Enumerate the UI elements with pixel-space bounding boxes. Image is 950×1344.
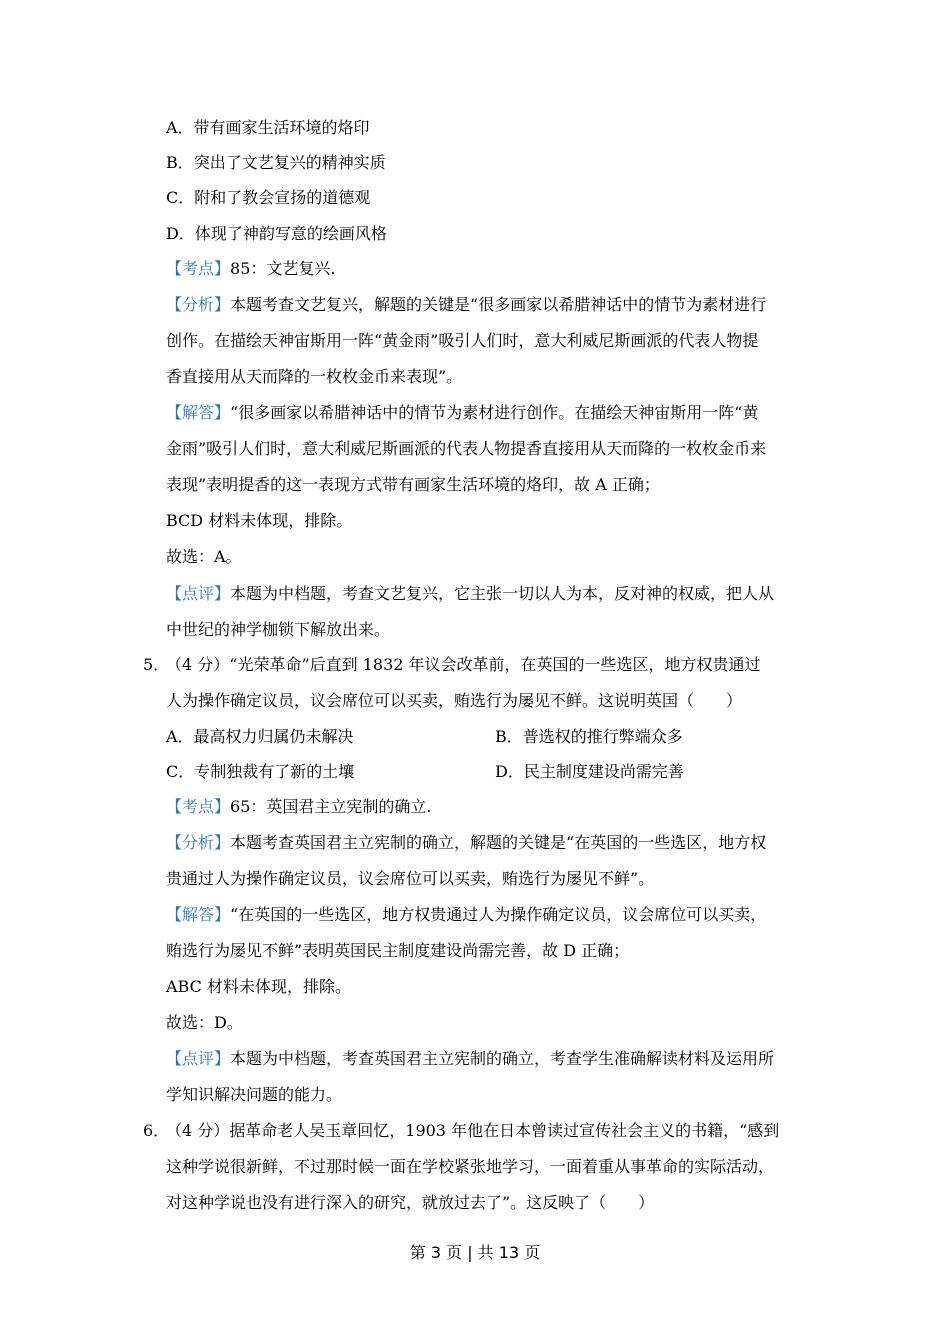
q5-kaodian-text: 65：英国君主立宪制的确立. [230,797,432,816]
q5-dianping [166,1049,774,1069]
q4-dianping-line-1: 本题为中档题，考查文艺复兴，它主张一切以人为本，反对神的权威，把人从 [230,584,775,603]
q4-kaodian-text: 85：文艺复兴. [230,259,336,278]
q4-jieda-line-1: “很多画家以希腊神话中的情节为素材进行创作。在描绘天神宙斯用一阵“黄 [230,403,759,422]
q5-number: 5． [143,655,170,674]
q5-fenxi [166,833,766,853]
dianping-label: 【点评】 [166,1049,231,1068]
page-footer: 第 3 页 | 共 13 页 [409,1243,541,1262]
q5-jieda [166,905,766,925]
q4-fenxi [166,295,766,315]
q4-dianping-line-2: 中世纪的神学枷锁下解放出来。 [166,620,391,639]
q4-option-c: C．附和了教会宣扬的道德观 [166,188,371,207]
q5-jieda-line-2: 贿选行为屡见不鲜”表明英国民主制度建设尚需完善，故 D 正确； [166,941,630,960]
q5-jieda-line-1: “在英国的一些选区，地方权贵通过人为操作确定议员，议会席位可以买卖， [230,905,767,924]
q4-fenxi-line-2: 创作。在描绘天神宙斯用一阵“黄金雨”吸引人们时，意大利威尼斯画派的代表人物提 [166,331,759,350]
q4-jieda-line-4: BCD 材料未体现，排除。 [166,511,353,530]
q5-dianping-line-1: 本题为中档题，考查英国君主立宪制的确立，考查学生准确解读材料及运用所 [230,1049,775,1068]
q4-option-a: A．带有画家生活环境的烙印 [166,118,370,137]
q5-option-a: A．最高权力归属仍未解决 [166,727,354,746]
jieda-label: 【解答】 [166,905,231,924]
kaodian-label: 【考点】 [166,797,231,816]
q5-option-b: B．普选权的推行弊端众多 [495,727,683,746]
q4-jieda-line-2: 金雨”吸引人们时，意大利威尼斯画派的代表人物提香直接用从天而降的一枚枚金币来 [166,439,767,458]
fenxi-label: 【分析】 [166,833,231,852]
q5-stem-line-2: 人为操作确定议员，议会席位可以买卖，贿选行为屡见不鲜。这说明英国（ ） [166,691,743,710]
q6-stem-line-1: （4 分）据革命老人吴玉章回忆，1903 年他在日本曾读过宣传社会主义的书籍，“感到 [166,1121,780,1140]
q4-jieda [166,403,758,423]
kaodian-label: 【考点】 [166,259,231,278]
q5-kaodian [166,797,431,817]
q4-option-d: D．体现了神韵写意的绘画风格 [166,224,387,243]
q5-fenxi-line-1: 本题考查英国君主立宪制的确立，解题的关键是“在英国的一些选区，地方权 [230,833,767,852]
q5-option-c: C．专制独裁有了新的土壤 [166,762,355,781]
q6-stem-line-2: 这种学说很新鲜，不过那时候一面在学校紧张地学习，一面着重从事革命的实际活动， [166,1157,775,1176]
q4-fenxi-line-3: 香直接用从天而降的一枚枚金币来表现”。 [166,367,463,386]
q5-jieda-line-3: ABC 材料未体现，排除。 [166,977,351,996]
q4-jieda-line-5: 故选：A。 [166,547,242,566]
jieda-label: 【解答】 [166,403,231,422]
q5-fenxi-line-2: 贵通过人为操作确定议员，议会席位可以买卖，贿选行为屡见不鲜”。 [166,869,655,888]
q5-jieda-line-4: 故选：D。 [166,1013,243,1032]
q5-option-d: D．民主制度建设尚需完善 [495,762,684,781]
q4-dianping [166,584,774,604]
q5-dianping-line-2: 学知识解决问题的能力。 [166,1085,343,1104]
q6-number: 6． [143,1121,170,1140]
q6-stem-line-3: 对这种学说也没有进行深入的研究，就放过去了”。这反映了（ ） [166,1193,655,1212]
q4-fenxi-line-1: 本题考查文艺复兴，解题的关键是“很多画家以希腊神话中的情节为素材进行 [230,295,767,314]
q4-option-b: B．突出了文艺复兴的精神实质 [166,153,386,172]
q4-kaodian [166,259,335,279]
fenxi-label: 【分析】 [166,295,231,314]
dianping-label: 【点评】 [166,584,231,603]
q5-stem-line-1: （4 分）“光荣革命”后直到 1832 年议会改革前，在英国的一些选区，地方权贵通过 [166,655,761,674]
q4-jieda-line-3: 表现”表明提香的这一表现方式带有画家生活环境的烙印，故 A 正确； [166,475,660,494]
